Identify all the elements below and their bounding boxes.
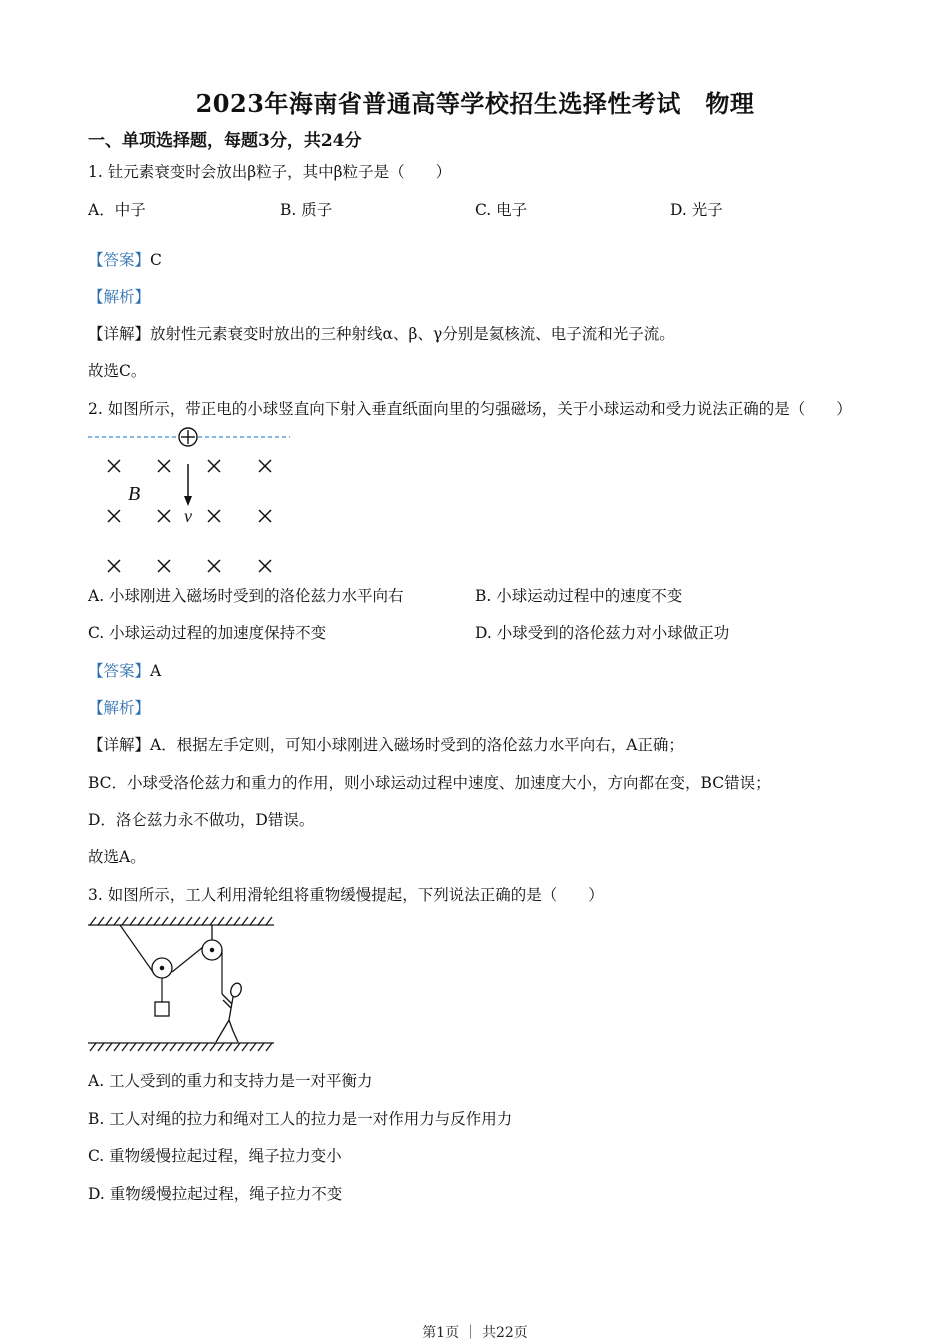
q2-option-c: C. 小球运动过程的加速度保持不变: [88, 624, 327, 642]
detail-text: A．根据左手定则，可知小球刚进入磁场时受到的洛伦兹力水平向右，A正确；: [150, 736, 684, 754]
weight-block-icon: [155, 1002, 169, 1016]
page-title: 2023年海南省普通高等学校招生选择性考试 物理: [195, 89, 755, 118]
q2-option-b: B. 小球运动过程中的速度不变: [475, 587, 683, 605]
velocity-label-v: v: [184, 506, 192, 526]
section-heading: 一、单项选择题，每题3分，共24分: [88, 131, 362, 151]
q3-option-b: B. 工人对绳的拉力和绳对工人的拉力是一对作用力与反作用力: [88, 1110, 513, 1128]
q1-analysis-tag: 【解析】: [88, 288, 151, 306]
q2-answer: [88, 659, 161, 681]
detail-tag: 【详解】: [88, 325, 151, 343]
q2-analysis-tag: 【解析】: [88, 699, 151, 717]
answer-value: A: [150, 662, 162, 680]
q1-detail: [88, 322, 675, 344]
q2-conclusion: 故选A。: [88, 848, 146, 866]
q3-option-d: D. 重物缓慢拉起过程，绳子拉力不变: [88, 1185, 343, 1203]
pulley-icon: [152, 925, 222, 978]
answer-tag: 【答案】: [88, 662, 151, 680]
answer-tag: 【答案】: [88, 251, 151, 269]
question-1-stem: 1. 钍元素衰变时会放出β粒子，其中β粒子是（ ）: [88, 163, 452, 181]
ground-hatch: [88, 1043, 274, 1051]
q1-option-d: D. 光子: [670, 201, 723, 219]
q1-option-b: B. 质子: [280, 201, 333, 219]
q2-detail-line-1: [88, 733, 684, 755]
pulley-system-figure: [86, 912, 278, 1054]
page-footer: 第1页 ｜ 共22页: [422, 1325, 528, 1341]
q1-answer: [88, 248, 162, 270]
q2-option-a: A. 小球刚进入磁场时受到的洛伦兹力水平向右: [88, 587, 404, 605]
field-label-b: B: [128, 483, 141, 505]
q1-conclusion: 故选C。: [88, 362, 147, 380]
worker-icon: [216, 982, 243, 1042]
velocity-arrow-icon: [184, 464, 192, 506]
q3-option-a: A. 工人受到的重力和支持力是一对平衡力: [88, 1072, 373, 1090]
q2-option-d: D. 小球受到的洛伦兹力对小球做正功: [475, 624, 730, 642]
q1-option-a: A．中子: [88, 201, 146, 219]
q1-option-c: C. 电子: [475, 201, 528, 219]
q2-detail-line-3: D．洛仑兹力永不做功，D错误。: [88, 811, 315, 829]
answer-value: C: [150, 251, 162, 269]
question-3-stem: 3. 如图所示，工人利用滑轮组将重物缓慢提起，下列说法正确的是（ ）: [88, 886, 604, 904]
ceiling-hatch: [88, 917, 274, 925]
magnetic-field-figure: [86, 424, 296, 580]
positive-charge-icon: [179, 428, 197, 446]
q2-detail-line-2: BC．小球受洛伦兹力和重力的作用，则小球运动过程中速度、加速度大小，方向都在变，BC错误；: [88, 774, 771, 792]
q3-option-c: C. 重物缓慢拉起过程，绳子拉力变小: [88, 1147, 342, 1165]
question-2-stem: 2. 如图所示，带正电的小球竖直向下射入垂直纸面向里的匀强磁场，关于小球运动和受力说法正确的是（ ）: [88, 400, 852, 418]
detail-tag: 【详解】: [88, 736, 151, 754]
detail-text: 放射性元素衰变时放出的三种射线α、β、γ分别是氦核流、电子流和光子流。: [150, 325, 675, 343]
